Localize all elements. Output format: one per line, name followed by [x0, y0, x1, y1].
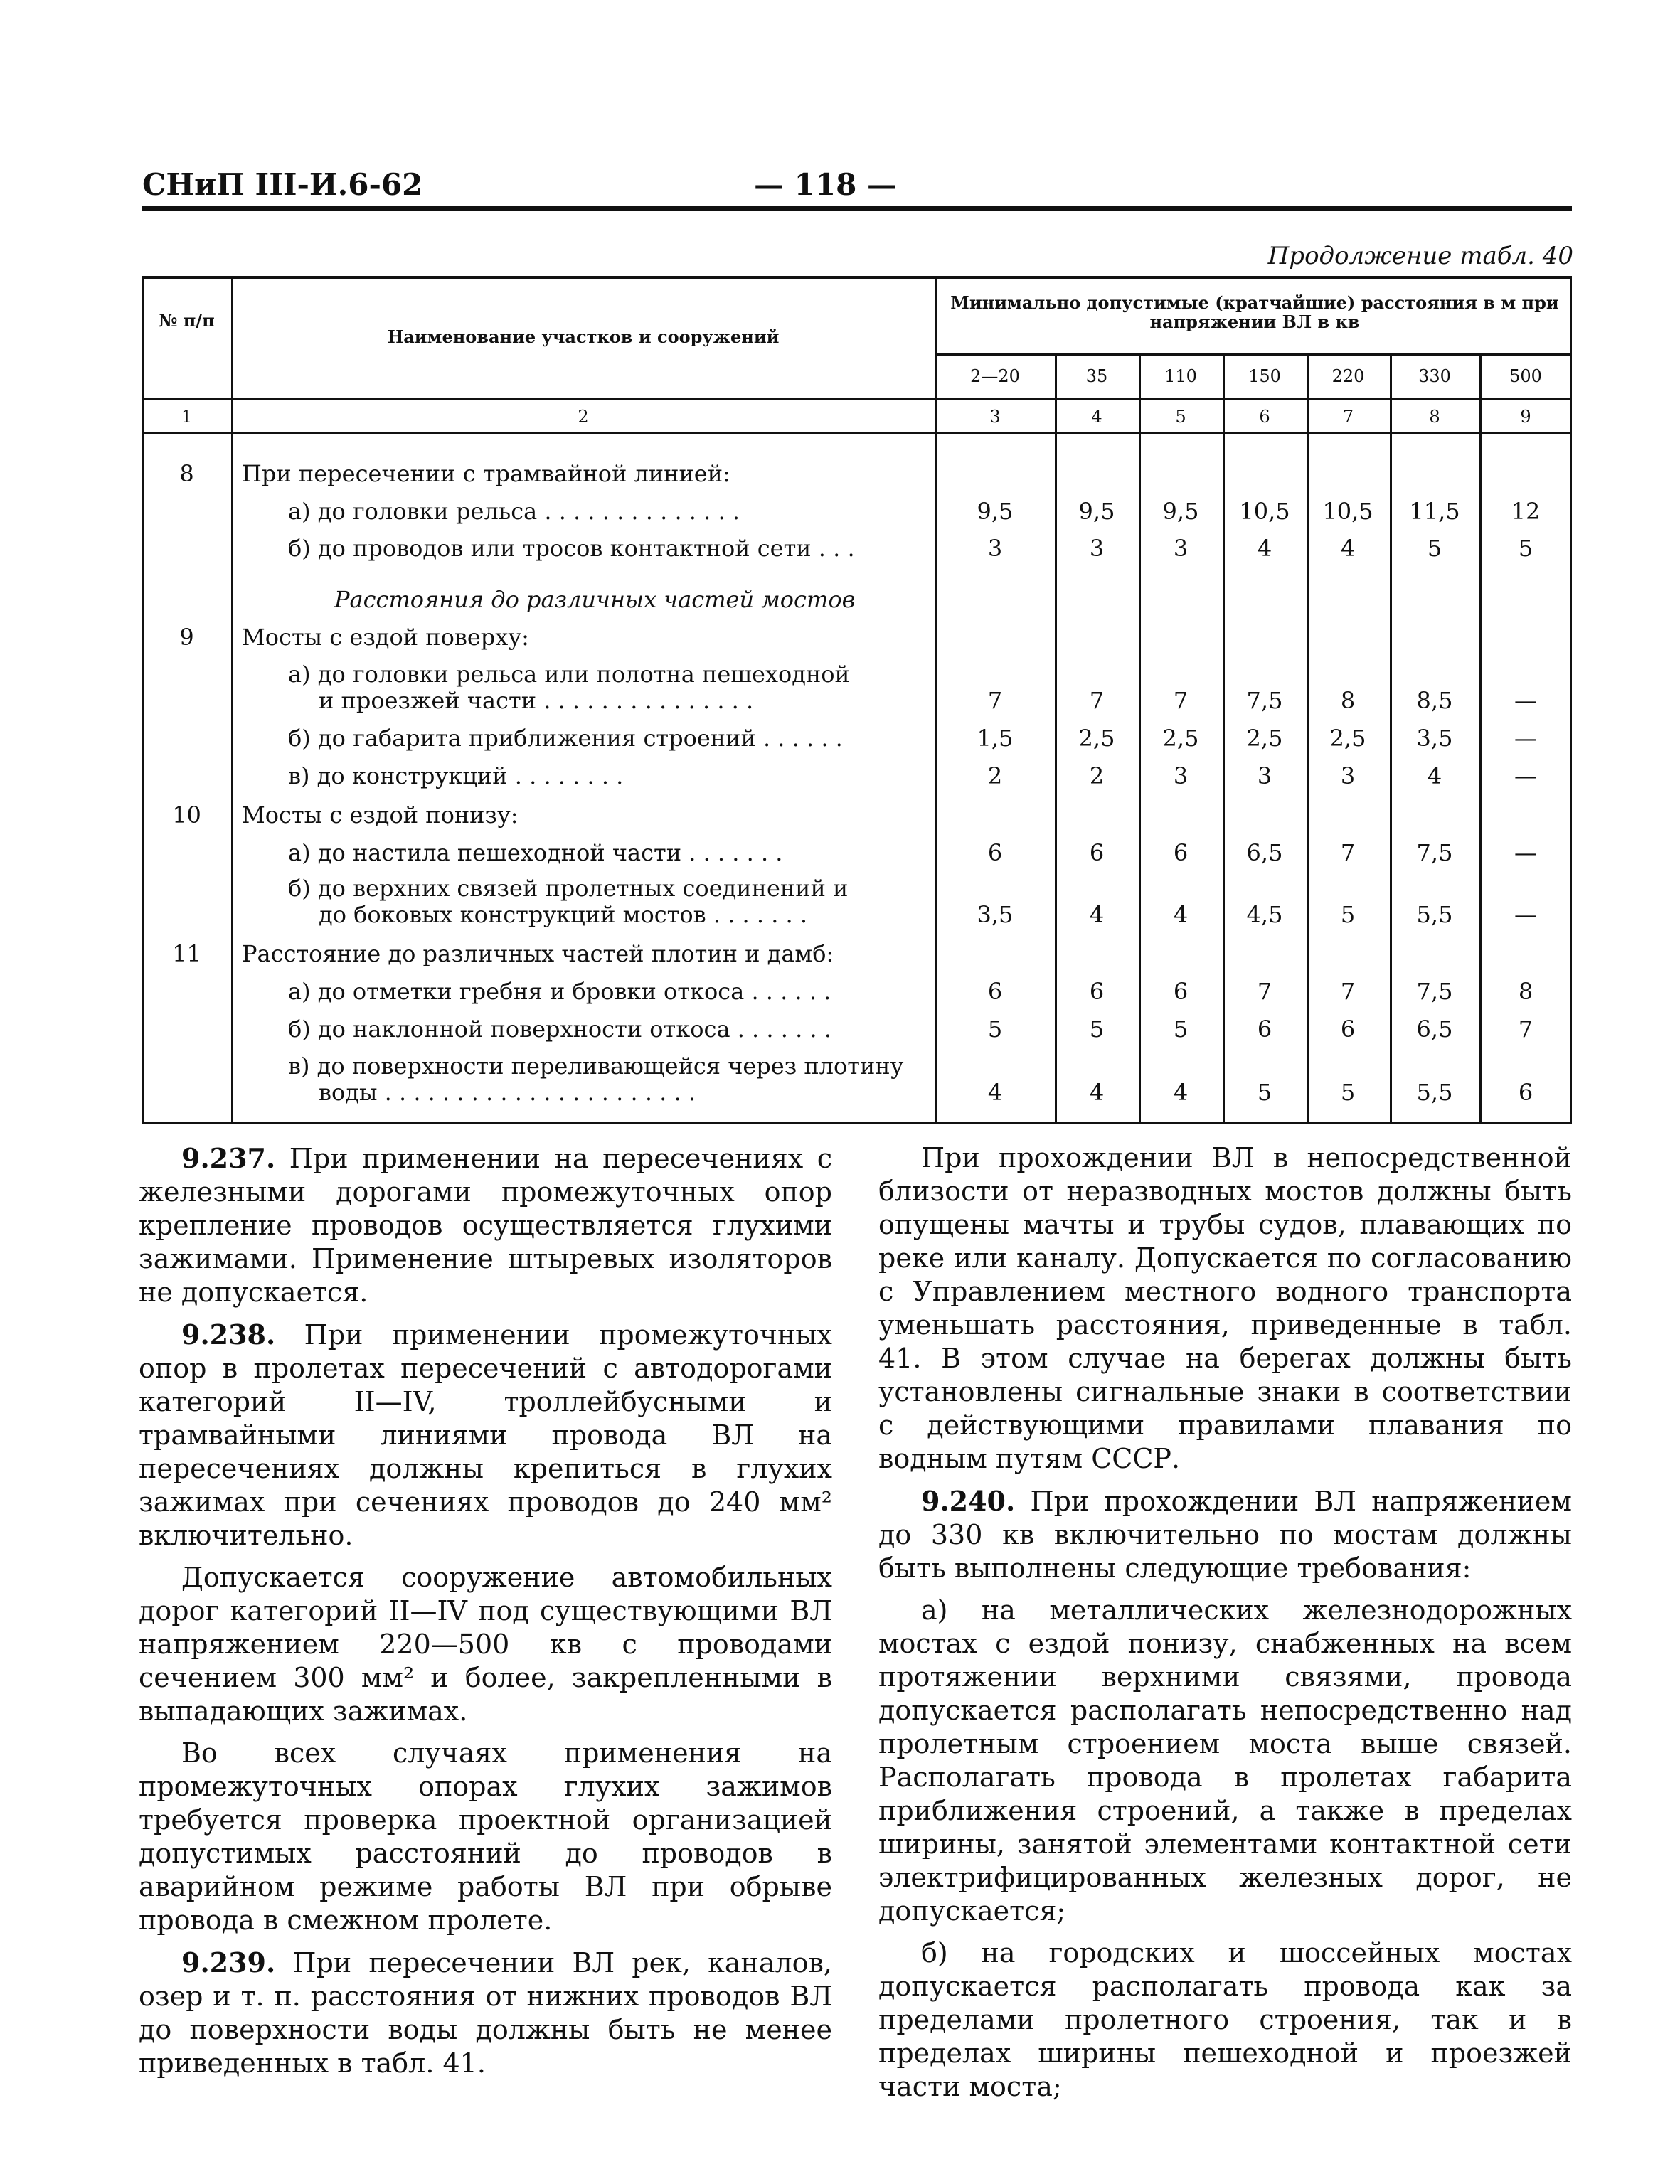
value-cell: 2,5	[1162, 725, 1199, 752]
value-cell: 8	[1340, 687, 1356, 714]
clause-number: 9.240.	[921, 1485, 1016, 1517]
table-header-rule	[935, 353, 1572, 356]
paragraph	[139, 1561, 832, 1728]
paragraph	[878, 1594, 1572, 1928]
row-item: а) до головки рельса или полотна пешеходной	[288, 661, 850, 688]
value-cell: 3	[1173, 762, 1189, 789]
column-number: 8	[1429, 407, 1440, 427]
value-cell: 3	[1257, 762, 1272, 789]
row-item: а) до настила пешеходной части . . . . . . .	[288, 839, 783, 866]
row-item: б) до проводов или тросов контактной сети . . .	[288, 535, 855, 562]
value-cell: 6	[1089, 839, 1105, 866]
table-col-divider	[1390, 355, 1392, 1122]
value-cell: 5	[987, 1016, 1003, 1043]
value-cell: 5	[1427, 535, 1442, 562]
value-cell: 7	[1173, 687, 1189, 714]
value-cell: 2,5	[1329, 725, 1366, 752]
value-cell: 1,5	[977, 725, 1014, 752]
page-number: — 118 —	[754, 167, 897, 202]
value-cell: 4	[1089, 1079, 1105, 1106]
paragraph-text: Во всех случаях применения на промежуточных опорах глухих зажимов требуется проверка проектной организацией допустимых расстояний до проводов в аварийном режиме работы ВЛ при обрыве провода в смежном пролете.	[139, 1737, 832, 1936]
value-cell: 7	[1518, 1016, 1533, 1043]
value-cell: —	[1514, 901, 1537, 928]
right-column	[878, 1141, 1572, 2112]
value-cell: 7	[1340, 978, 1356, 1005]
column-number: 7	[1342, 407, 1354, 427]
value-cell: 7	[1089, 687, 1105, 714]
value-cell: 9,5	[977, 498, 1014, 525]
row-title: Мосты с ездой понизу:	[242, 801, 519, 829]
value-cell: 6,5	[1246, 839, 1283, 866]
voltage-header: 110	[1164, 366, 1197, 386]
paragraph	[139, 1141, 832, 1309]
paragraph-text: При прохождении ВЛ в непосредственной близости от неразводных мостов должны быть опущены мачты и трубы судов, плавающих по реке или каналу. Допускается по согласованию с Управлением местного водного транспорта уменьшать расстояния, приведенные в табл. 41. В этом случае на берегах должны быть установлены сигнальные знаки в соответствии с действующими правилами плавания по водным путям СССР.	[878, 1142, 1572, 1474]
voltage-header: 150	[1248, 366, 1281, 386]
column-number: 2	[578, 407, 589, 427]
row-number: 11	[172, 940, 201, 967]
value-cell: —	[1514, 687, 1537, 714]
table-col-divider	[231, 279, 233, 1122]
clause-number: 9.238.	[181, 1319, 276, 1351]
value-cell: 2,5	[1078, 725, 1115, 752]
value-cell: 5	[1340, 901, 1356, 928]
value-cell: 8,5	[1416, 687, 1453, 714]
value-cell: 7,5	[1416, 978, 1453, 1005]
row-item: а) до отметки гребня и бровки откоса . . . . . .	[288, 978, 831, 1005]
column-number: 9	[1520, 407, 1531, 427]
table-col-divider	[1479, 355, 1482, 1122]
paragraph	[878, 1484, 1572, 1585]
table-col-divider	[1139, 355, 1141, 1122]
table-col-divider	[1055, 355, 1057, 1122]
column-number: 4	[1091, 407, 1102, 427]
value-cell: 4	[987, 1079, 1003, 1106]
col-number-header: № п/п	[159, 310, 215, 331]
row-item: б) до габарита приближения строений . . . . . .	[288, 725, 843, 752]
table-caption: Продолжение табл. 40	[1267, 242, 1573, 270]
row-title: При пересечении с трамвайной линией:	[242, 460, 730, 487]
value-cell: 3	[987, 535, 1003, 562]
value-cell: 4	[1089, 901, 1105, 928]
value-cell: 5	[1340, 1079, 1356, 1106]
value-cell: 8	[1518, 978, 1533, 1005]
row-number: 10	[172, 801, 201, 829]
value-cell: 4	[1427, 762, 1442, 789]
value-cell: 6	[1340, 1016, 1356, 1043]
value-cell: 9,5	[1162, 498, 1199, 525]
clause-number: 9.239.	[181, 1946, 276, 1978]
value-cell: 7,5	[1416, 839, 1453, 866]
table-border-left	[142, 279, 144, 1122]
row-item: а) до головки рельса . . . . . . . . . . . . . .	[288, 498, 740, 525]
value-cell: 4	[1173, 1079, 1189, 1106]
value-cell: —	[1514, 762, 1537, 789]
column-number: 3	[989, 407, 1001, 427]
row-item: в) до конструкций . . . . . . . .	[288, 762, 624, 789]
value-cell: 12	[1511, 498, 1541, 525]
header-rule	[142, 206, 1572, 211]
value-cell: 7	[1340, 839, 1356, 866]
table-col-divider	[935, 279, 937, 1122]
paragraph	[139, 1318, 832, 1552]
paragraph	[878, 1937, 1572, 2104]
row-number: 8	[179, 460, 194, 487]
value-cell: 5	[1257, 1079, 1272, 1106]
column-number: 5	[1175, 407, 1186, 427]
value-cell: 7	[987, 687, 1003, 714]
value-cell: —	[1514, 725, 1537, 752]
column-number: 1	[181, 407, 193, 427]
row-item-cont: до боковых конструкций мостов . . . . . . .	[319, 901, 808, 928]
document-code: СНиП III-И.6-62	[142, 167, 423, 202]
value-cell: 3,5	[1416, 725, 1453, 752]
clause-number: 9.237.	[181, 1142, 276, 1174]
row-item-cont: воды . . . . . . . . . . . . . . . . . . . . . .	[319, 1079, 696, 1106]
value-cell: 2	[987, 762, 1003, 789]
paragraph	[139, 1946, 832, 2080]
value-cell: 6	[1173, 839, 1189, 866]
row-item: б) до верхних связей пролетных соединений и	[288, 875, 849, 902]
value-cell: 6,5	[1416, 1016, 1453, 1043]
value-cell: 7,5	[1246, 687, 1283, 714]
table-header-rule	[142, 398, 1572, 400]
paragraph	[139, 1737, 832, 1937]
row-number: 9	[179, 624, 194, 651]
value-cell: 6	[1089, 978, 1105, 1005]
value-cell: 6	[1257, 1016, 1272, 1043]
value-cell: 2	[1089, 762, 1105, 789]
paragraph-text: При применении на пересечениях с железными дорогами промежуточных опор крепление проводов осуществляется глухими зажимами. Применение штыревых изоляторов не допускается.	[139, 1143, 832, 1308]
value-cell: 10,5	[1322, 498, 1373, 525]
value-cell: 5,5	[1416, 901, 1453, 928]
voltage-header: 35	[1085, 366, 1108, 386]
value-cell: 5,5	[1416, 1079, 1453, 1106]
left-column	[139, 1141, 832, 2089]
value-cell: 10,5	[1239, 498, 1290, 525]
value-cell: 3	[1173, 535, 1189, 562]
value-cell: 5	[1518, 535, 1533, 562]
value-cell: 4	[1257, 535, 1272, 562]
paragraph-text: Допускается сооружение автомобильных дорог категорий II—IV под существующими ВЛ напряжением 220—500 кв с проводами сечением 300 мм² и более, закрепленными в выпадающих зажимах.	[139, 1562, 832, 1727]
table-border-right	[1570, 279, 1572, 1122]
paragraph-text: При применении промежуточных опор в пролетах пересечений с автодорогами категорий II—IV, троллейбусными и трамвайными линиями провода ВЛ на пересечениях должны крепиться в глухих зажимах при сечениях проводов до 240 мм² включительно.	[139, 1319, 832, 1551]
value-cell: 7	[1257, 978, 1272, 1005]
value-cell: 6	[987, 839, 1003, 866]
row-item: в) до поверхности переливающейся через плотину	[288, 1053, 904, 1080]
value-cell: 3	[1089, 535, 1105, 562]
value-cell: 11,5	[1409, 498, 1460, 525]
voltage-header: 330	[1418, 366, 1451, 386]
table-col-divider	[1223, 355, 1225, 1122]
group-header: Минимально допустимые (кратчайшие) расстояния в м при напряжении ВЛ в кв	[950, 292, 1559, 332]
value-cell: 3,5	[977, 901, 1014, 928]
column-number: 6	[1259, 407, 1270, 427]
value-cell: 2,5	[1246, 725, 1283, 752]
paragraph-text: а) на металлических железнодорожных мостах с ездой понизу, снабженных на всем протяжении верхними связями, провода допускается располагать непосредственно над пролетным строением моста выше связей. Располагать провода в пролетах габарита приближения строений, а также в пределах ширины, занятой элементами контактной сети электрифицированных железных дорог, не допускается;	[878, 1594, 1572, 1927]
value-cell: 3	[1340, 762, 1356, 789]
voltage-header: 2—20	[970, 366, 1020, 386]
row-title: Расстояние до различных частей плотин и дамб:	[242, 940, 834, 967]
distance-table	[142, 276, 1572, 1124]
row-title: Мосты с ездой поверху:	[242, 624, 529, 651]
value-cell: 4,5	[1246, 901, 1283, 928]
paragraph-text: б) на городских и шоссейных мостах допускается располагать провода как за пределами пролетного строения, так и в пределах ширины пешеходной и проезжей части моста;	[878, 1937, 1572, 2102]
value-cell: —	[1514, 839, 1537, 866]
value-cell: 5	[1173, 1016, 1189, 1043]
value-cell: 6	[987, 978, 1003, 1005]
value-cell: 6	[1518, 1079, 1533, 1106]
value-cell: 9,5	[1078, 498, 1115, 525]
table-header-rule	[142, 432, 1572, 434]
value-cell: 4	[1340, 535, 1356, 562]
row-item: б) до наклонной поверхности откоса . . . . . . .	[288, 1016, 831, 1043]
row-item-cont: и проезжей части . . . . . . . . . . . . . . .	[319, 687, 754, 714]
value-cell: 4	[1173, 901, 1189, 928]
col-name-header: Наименование участков и сооружений	[387, 326, 780, 347]
section-subtitle: Расстояния до различных частей мостов	[334, 586, 856, 613]
value-cell: 6	[1173, 978, 1189, 1005]
value-cell: 5	[1089, 1016, 1105, 1043]
paragraph	[878, 1141, 1572, 1476]
paragraph-text: При пересечении ВЛ рек, каналов, озер и т. п. расстояния от нижних проводов ВЛ до поверхности воды должны быть не менее приведенных в табл. 41.	[139, 1947, 832, 2079]
voltage-header: 220	[1331, 366, 1365, 386]
paragraph-text: При прохождении ВЛ напряжением до 330 кв включительно по мостам должны быть выполнены следующие требования:	[878, 1486, 1572, 1584]
table-col-divider	[1307, 355, 1309, 1122]
voltage-header: 500	[1509, 366, 1542, 386]
